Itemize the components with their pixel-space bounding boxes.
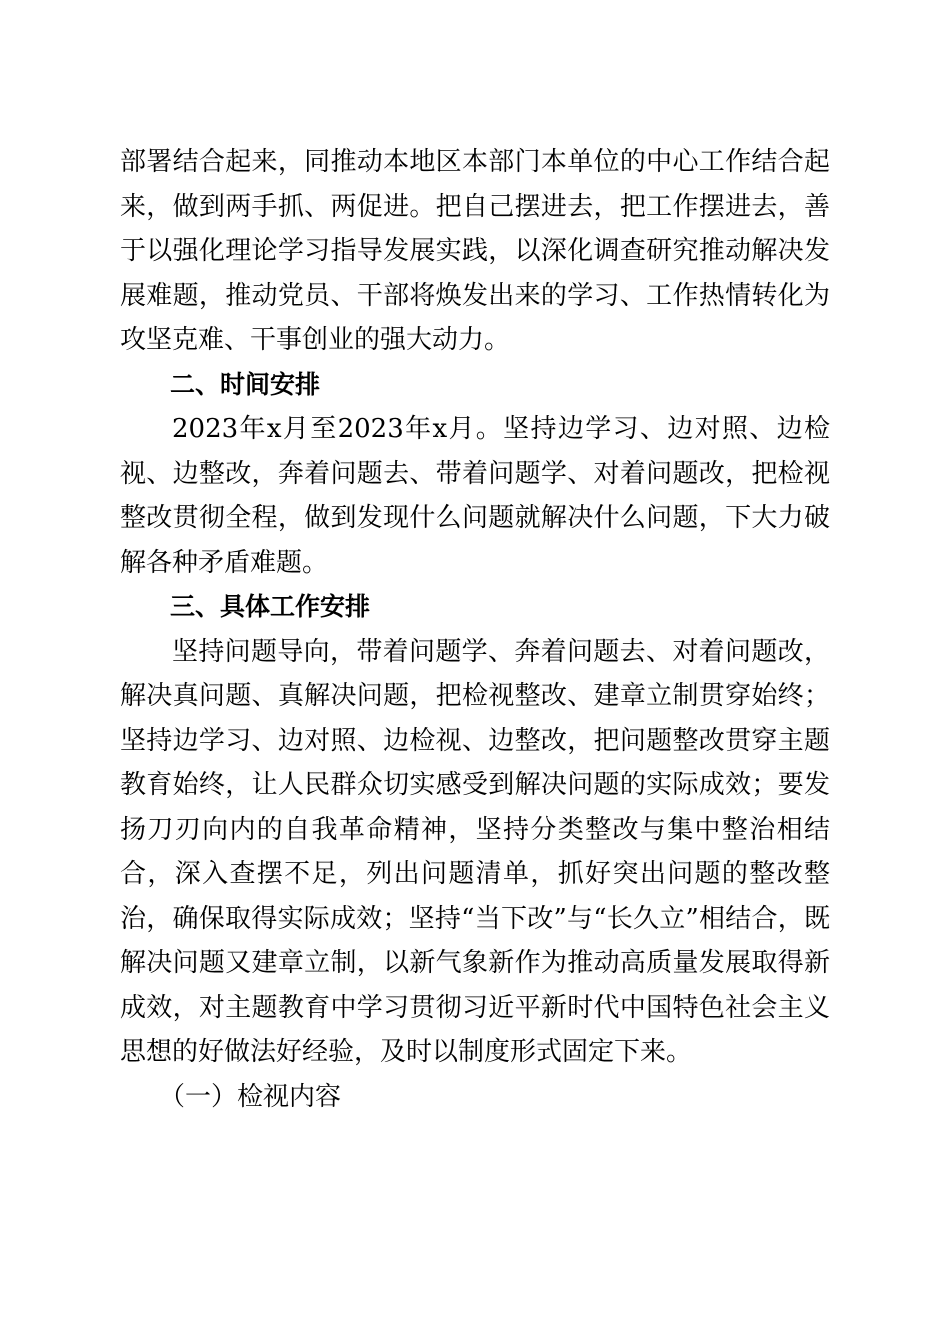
paragraph-continuation: 部署结合起来，同推动本地区本部门本单位的中心工作结合起来，做到两手抓、两促进。把自己摆进去，把工作摆进去，善于以强化理论学习指导发展实践，以深化调查研究推动解决发展难题，推动党员、干部将焕发出来的学习、工作热情转化为攻坚克难、干事创业的强大动力。: [120, 147, 830, 355]
section-heading-work-arrangement: 三、具体工作安排: [170, 592, 371, 621]
document-body: [120, 140, 830, 1119]
paragraph-time-schedule: 2023年x月至2023年x月。坚持边学习、边对照、边检视、边整改，奔着问题去、带着问题学、对着问题改，把检视整改贯彻全程，做到发现什么问题就解决什么问题，下大力破解各种矛盾难题。: [120, 414, 830, 578]
subsection-heading-review-content: （一）检视内容: [159, 1081, 342, 1112]
paragraph-work-arrangement: 坚持问题导向，带着问题学、奔着问题去、对着问题改，解决真问题、真解决问题，把检视整改、建章立制贯穿始终；坚持边学习、边对照、边检视、边整改，把问题整改贯穿主题教育始终，让人民群众切实感受到解决问题的实际成效；要发扬刀刃向内的自我革命精神，坚持分类整改与集中整治相结合，深入查摆不足，列出问题清单，抓好突出问题的整改整治，确保取得实际成效；坚持“当下改”与“长久立”相结合，既解决问题又建章立制，以新气象新作为推动高质量发展取得新成效，对主题教育中学习贯彻习近平新时代中国特色社会主义思想的好做法好经验，及时以制度形式固定下来。: [120, 636, 830, 1067]
section-heading-time-schedule: 二、时间安排: [170, 369, 321, 399]
